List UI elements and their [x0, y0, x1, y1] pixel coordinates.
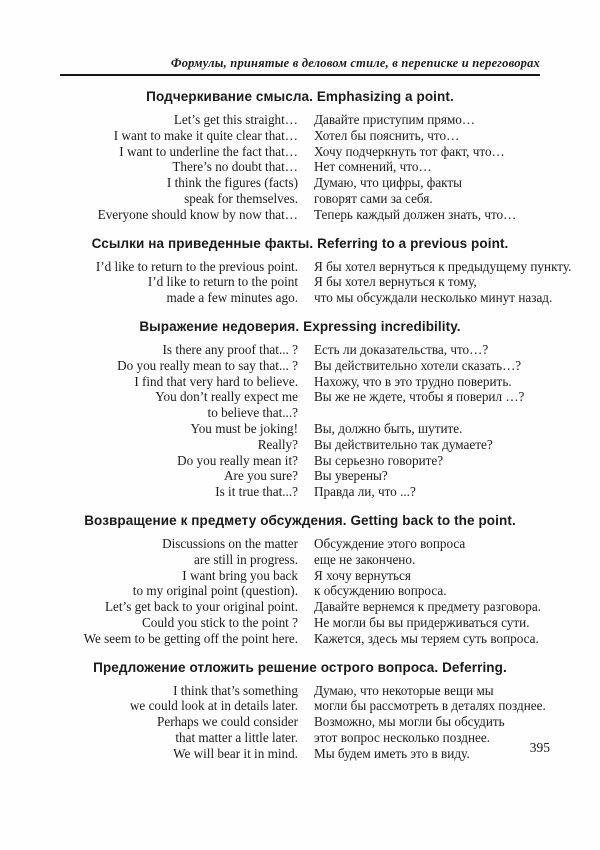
phrase-row: [60, 552, 540, 568]
phrase-row: [60, 342, 540, 358]
phrase-russian: говорят сами за себя.: [314, 190, 433, 206]
phrase-row: [60, 274, 540, 290]
sections-container: [60, 88, 572, 762]
phrase-english: are still in progress.: [193, 551, 298, 567]
phrase-row: [60, 128, 540, 144]
phrase-english: Everyone should know by now that…: [97, 206, 298, 222]
running-header-title: Формулы, принятые в деловом стиле, в переписке и переговорах: [170, 56, 540, 70]
phrase-english: speak for themselves.: [184, 190, 298, 206]
phrase-row: [60, 405, 540, 421]
section-heading: Ссылки на приведенные факты. Referring to a previous point.: [91, 235, 509, 251]
phrase-russian: Давайте приступим прямо…: [314, 112, 476, 127]
page-number: 395: [529, 740, 550, 755]
phrase-russian: могли бы рассмотреть в деталях позднее.: [314, 698, 546, 714]
phrase-row: [60, 437, 540, 453]
phrase-russian: Думаю, что цифры, факты: [314, 175, 463, 191]
phrase-english: to believe that...?: [207, 405, 298, 421]
phrase-english: I think the figures (facts): [166, 175, 298, 191]
phrase-english: I find that very hard to believe.: [134, 373, 298, 389]
phrase-russian: что мы обсуждали несколько минут назад.: [314, 290, 553, 306]
phrase-russian: Обсуждение этого вопроса: [314, 535, 466, 551]
phrase-russian: Мы будем иметь это в виду.: [314, 745, 470, 761]
phrase-russian: Теперь каждый должен знать, что…: [314, 206, 517, 222]
phrase-russian: Я хочу вернуться: [314, 567, 411, 583]
phrase-section: [60, 318, 540, 500]
phrase-row: [60, 453, 540, 469]
phrase-row: [60, 358, 540, 374]
phrase-row: [60, 599, 540, 615]
phrase-row: [60, 258, 572, 275]
phrase-russian: Хочу подчеркнуть тот факт, что…: [314, 143, 505, 159]
section-heading: Подчеркивание смысла. Emphasizing a point.: [146, 89, 454, 104]
phrase-row: [60, 421, 540, 437]
phrase-english: Really?: [257, 436, 298, 452]
phrase-rows: [60, 112, 540, 223]
phrase-english: Could you stick to the point ?: [141, 614, 298, 630]
phrase-english: You don’t really expect me: [155, 389, 298, 405]
phrase-row: [60, 144, 540, 160]
phrase-russian: [314, 405, 540, 421]
phrase-russian: Думаю, что некоторые вещи мы: [314, 682, 494, 698]
phrase-russian: Вы серьезно говорите?: [314, 452, 444, 468]
phrase-row: [60, 730, 540, 746]
phrase-english: We will bear it in mind.: [173, 745, 298, 761]
phrase-row: [60, 112, 540, 128]
phrase-russian: этот вопрос несколько позднее.: [314, 729, 491, 745]
phrase-english: that matter a little later.: [175, 729, 298, 745]
phrase-russian: Кажется, здесь мы теряем суть вопроса.: [314, 630, 539, 646]
section-heading: Выражение недоверия. Expressing incredibility.: [139, 318, 461, 334]
phrase-row: [60, 468, 540, 484]
phrase-row: [60, 374, 540, 390]
phrase-russian: Есть ли доказательства, что…?: [314, 341, 489, 357]
phrase-english: I want to underline the fact that…: [119, 143, 298, 159]
running-header: [60, 56, 540, 76]
phrase-russian: Возможно, мы могли бы обсудить: [314, 714, 505, 730]
phrase-english: I want to make it quite clear that…: [113, 127, 298, 143]
phrase-russian: Не могли бы вы придерживаться сути.: [314, 614, 530, 630]
phrase-russian: Вы уверены?: [314, 468, 388, 484]
phrase-russian: Я бы хотел вернуться к тому,: [314, 274, 477, 290]
phrase-russian: еще не закончено.: [314, 551, 416, 567]
phrase-rows: [60, 342, 540, 500]
phrase-row: [60, 159, 540, 175]
phrase-english: I’d like to return to the previous point.: [95, 258, 298, 274]
phrase-row: [60, 290, 553, 306]
phrase-english: Discussions on the matter: [162, 535, 298, 551]
phrase-russian: Нет сомнений, что…: [314, 159, 432, 175]
phrase-english: Do you really mean to say that... ?: [117, 357, 298, 373]
phrase-row: [60, 714, 540, 730]
phrase-english: You must be joking!: [190, 420, 298, 436]
phrase-english: I want bring you back: [182, 567, 298, 583]
phrase-row: [60, 698, 546, 714]
phrase-row: [60, 175, 540, 191]
phrase-english: Let’s get this straight…: [173, 112, 298, 127]
phrase-row: [60, 207, 540, 223]
phrase-english: Are you sure?: [224, 468, 298, 484]
phrase-english: Let’s get back to your original point.: [104, 599, 298, 615]
phrase-section: [60, 659, 546, 762]
phrase-section: [60, 235, 572, 306]
phrase-row: [60, 191, 540, 207]
section-heading: Предложение отложить решение острого вопроса. Deferring.: [93, 659, 507, 675]
phrase-row: [60, 615, 540, 631]
phrase-russian: Я бы хотел вернуться к предыдущему пункту.: [314, 258, 572, 274]
phrase-row: [60, 568, 540, 584]
phrase-row: [60, 683, 540, 699]
phrase-russian: Вы действительно так думаете?: [314, 436, 493, 452]
phrase-english: Do you really mean it?: [177, 452, 298, 468]
phrase-russian: Хотел бы пояснить, что…: [314, 127, 460, 143]
phrase-english: I think that’s something: [173, 682, 298, 698]
phrase-russian: Вы, должно быть, шутите.: [314, 420, 463, 436]
phrase-english: to my original point (question).: [132, 583, 298, 599]
phrase-row: [60, 746, 540, 762]
phrase-row: [60, 484, 540, 500]
phrase-row: [60, 631, 540, 647]
phrase-english: There’s no doubt that…: [172, 159, 298, 175]
phrase-english: we could look at in details later.: [129, 698, 298, 714]
phrase-russian: Правда ли, что ...?: [314, 484, 416, 500]
phrase-english: We seem to be getting off the point here.: [83, 630, 298, 646]
phrase-russian: к обсуждению вопроса.: [314, 583, 447, 599]
phrase-row: [60, 389, 540, 405]
phrase-english: Is it true that...?: [215, 484, 298, 500]
phrase-russian: Вы действительно хотели сказать…?: [314, 357, 522, 373]
phrase-section: [60, 88, 540, 223]
phrase-russian: Нахожу, что в это трудно поверить.: [314, 373, 512, 389]
phrase-russian: Вы же не ждете, чтобы я поверил …?: [314, 389, 525, 405]
phrase-section: [60, 512, 540, 647]
phrase-rows: [60, 258, 572, 306]
phrase-russian: Давайте вернемся к предмету разговора.: [314, 599, 542, 615]
section-heading: Возвращение к предмету обсуждения. Getting back to the point.: [84, 512, 516, 528]
phrase-rows: [60, 536, 540, 647]
phrase-english: Perhaps we could consider: [157, 714, 298, 730]
phrase-english: made a few minutes ago.: [166, 290, 298, 306]
phrase-english: I’d like to return to the point: [147, 274, 298, 290]
phrase-english: Is there any proof that... ?: [162, 341, 298, 357]
phrase-rows: [60, 682, 546, 762]
phrase-row: [60, 583, 540, 599]
phrase-row: [60, 536, 540, 552]
